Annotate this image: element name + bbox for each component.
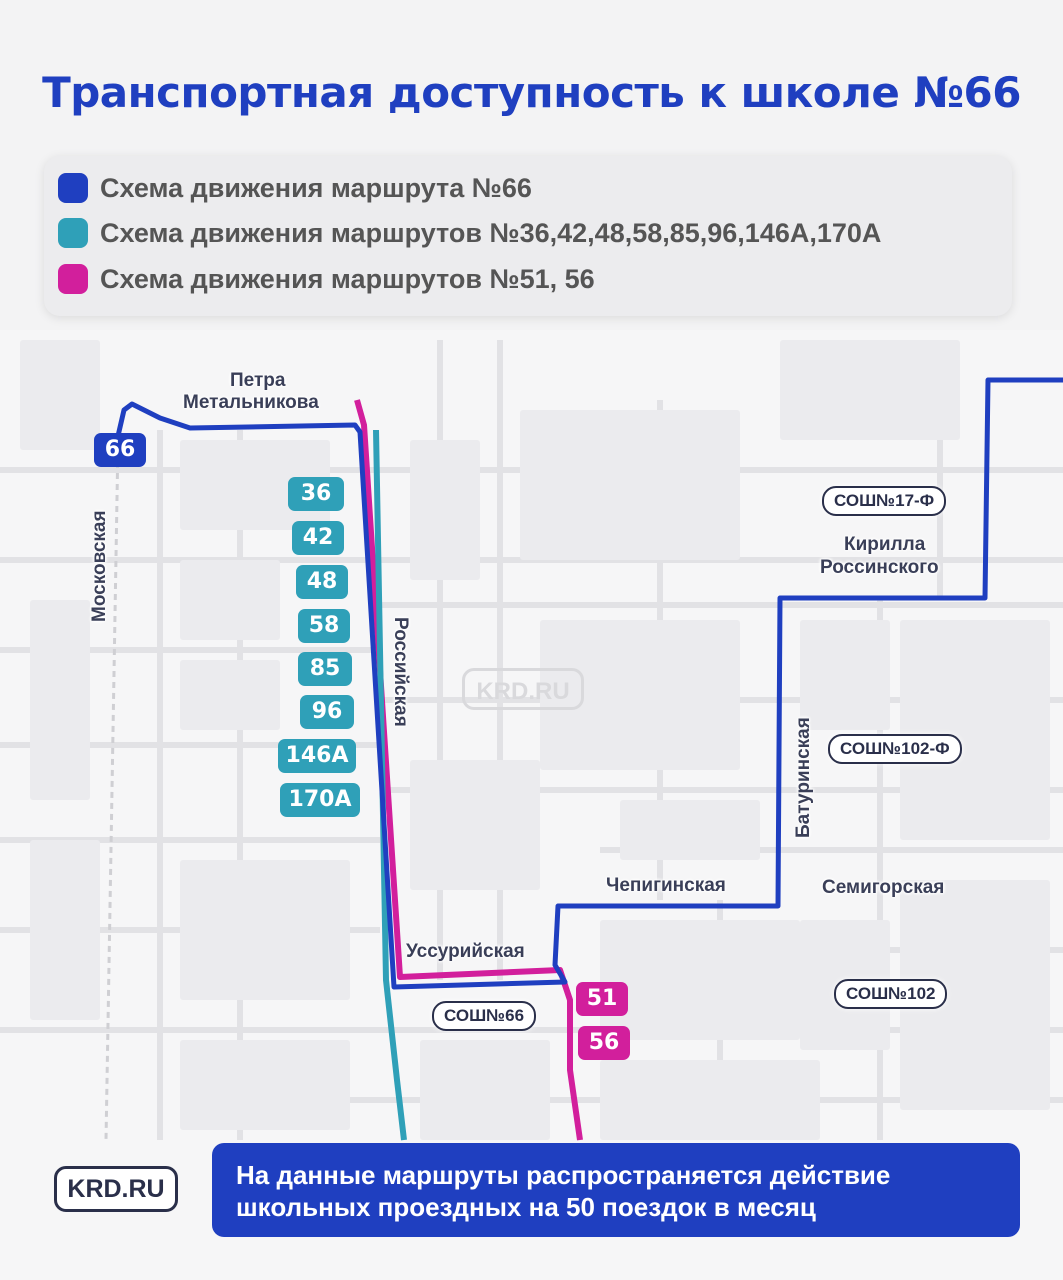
street-label-metalnikova: Метальникова [183,392,319,413]
street-label-rossiyskaya: Российская [390,617,411,727]
krd-logo[interactable]: KRD.RU [54,1166,178,1212]
route-badge-51: 51 [576,982,628,1016]
route-badge-146a: 146А [278,739,356,773]
route-badge-42: 42 [292,521,344,555]
route-badge-66: 66 [94,433,146,467]
route-badge-48: 48 [296,565,348,599]
school-marker-102f[interactable]: СОШ№102-Ф [828,734,962,764]
legend-item-teal-routes [58,216,881,250]
footer-line-2: школьных проездных на 50 поездок в месяц [236,1192,816,1222]
route-badge-56: 56 [578,1026,630,1060]
street-label-rossinskogo: Россинского [820,557,939,578]
route-badge-85: 85 [298,652,352,686]
route-badge-96: 96 [300,695,354,729]
legend-swatch-teal [58,218,88,248]
street-label-baturinskaya: Батуринская [793,717,814,838]
route-badge-36: 36 [288,477,344,511]
street-label-moskovskaya: Московская [89,510,110,622]
school-marker-17f[interactable]: СОШ№17-Ф [822,486,946,516]
legend-swatch-blue [58,173,88,203]
legend [44,156,1012,316]
footer-line-1: На данные маршруты распространяется действие [236,1160,891,1190]
route-badge-58: 58 [298,609,350,643]
street-label-chepiginskaya: Чепигинская [606,875,726,896]
school-marker-102[interactable]: СОШ№102 [834,979,947,1009]
map-canvas [0,330,1063,1280]
street-label-semigorskaya: Семигорская [822,877,945,898]
watermark-logo: KRD.RU [462,668,584,710]
school-marker-66[interactable]: СОШ№66 [432,1001,536,1031]
legend-label: Схема движения маршрута №66 [100,172,532,203]
map[interactable] [0,330,1063,1280]
legend-item-magenta-routes [58,262,595,296]
street-label-kirilla: Кирилла [844,534,926,555]
route-badge-170a: 170А [280,783,360,817]
page-title: Транспортная доступность к школе №66 [42,68,1021,117]
legend-label: Схема движения маршрутов №36,42,48,58,85,96,146А,170А [100,217,882,248]
legend-label: Схема движения маршрутов №51, 56 [100,263,595,294]
footer-note [212,1143,1020,1237]
legend-swatch-magenta [58,264,88,294]
legend-item-route66 [58,171,532,205]
street-label-petra: Петра [230,370,286,391]
street-label-ussuriyskaya: Уссурийская [406,941,525,962]
